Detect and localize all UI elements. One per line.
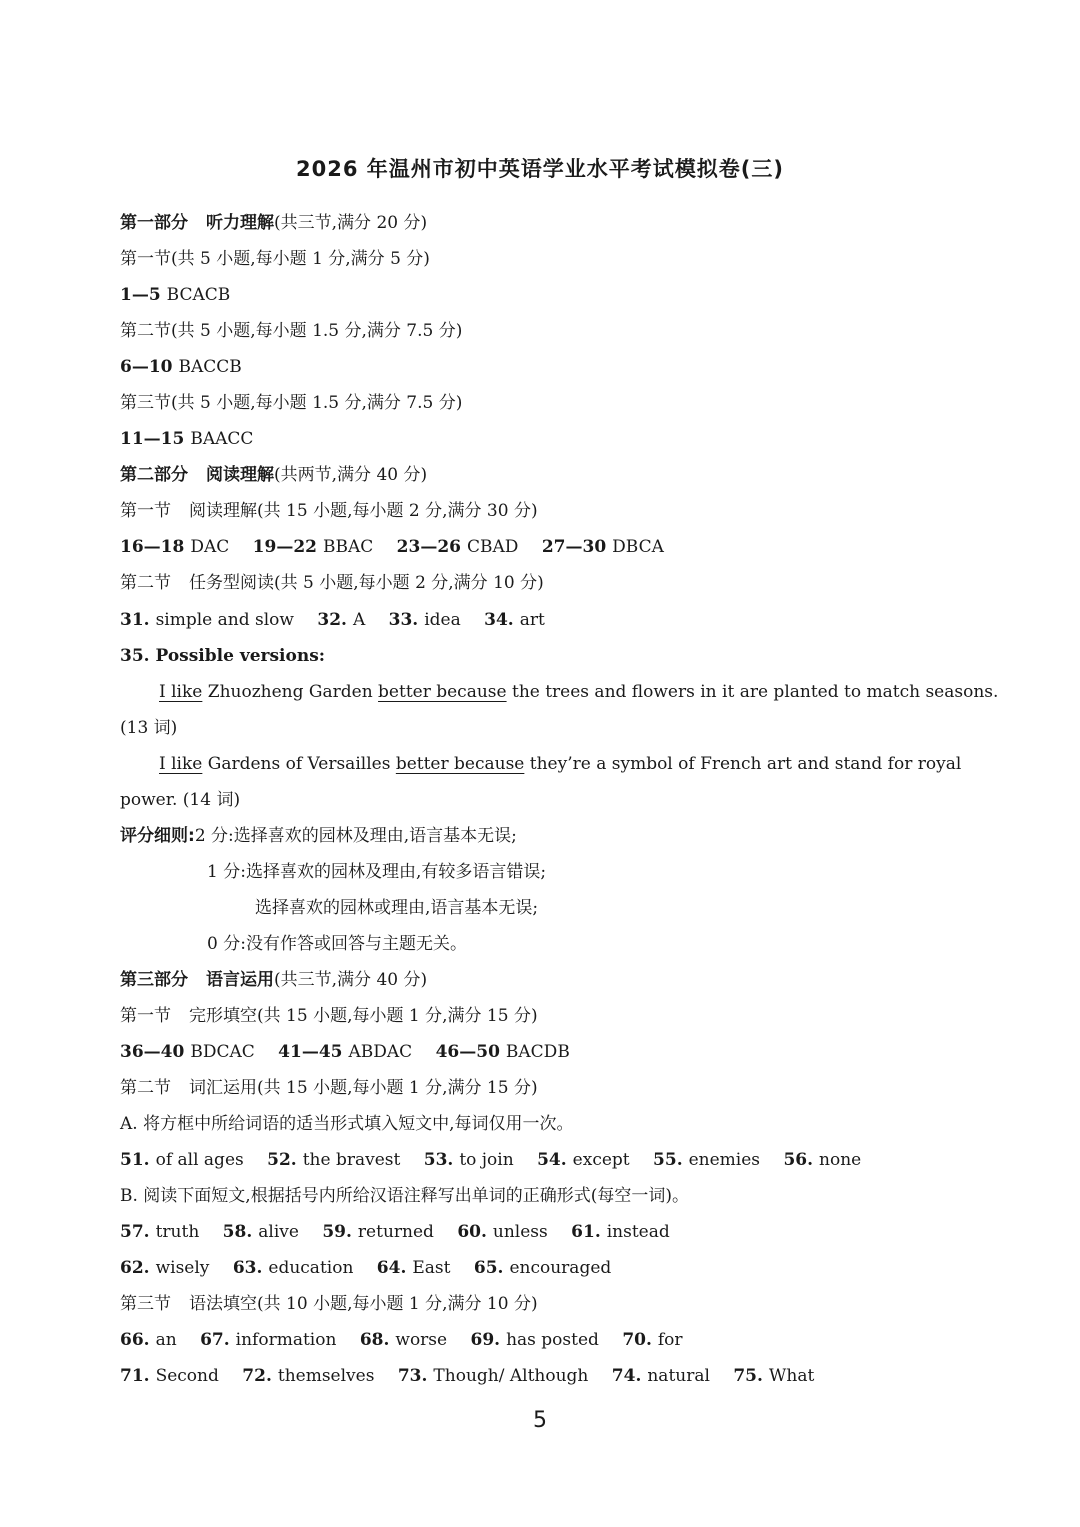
answer-range: 19—22 <box>252 537 317 557</box>
answer-value: ABDAC <box>348 1042 413 1062</box>
part2-sec1-answers <box>120 535 970 559</box>
answer-value: BACDB <box>505 1042 570 1062</box>
answer-value: except <box>572 1150 630 1170</box>
answer-range: 41—45 <box>278 1042 343 1062</box>
question-number: 66. <box>120 1330 150 1350</box>
text-run: Zhuozheng Garden <box>202 682 379 702</box>
section-label: 第一节 <box>120 1006 171 1026</box>
question-number: 67. <box>200 1330 230 1350</box>
question-number: 65. <box>473 1258 504 1278</box>
part3-sec3-label <box>120 1292 970 1316</box>
answer-value: education <box>268 1258 354 1278</box>
section-label: 第二节 <box>120 573 171 593</box>
question-number: 72. <box>242 1366 272 1386</box>
answer-range: 36—40 <box>120 1042 185 1062</box>
answer-value: unless <box>492 1222 548 1242</box>
answer-value: What <box>768 1366 815 1386</box>
answer-value: natural <box>647 1366 710 1386</box>
answer-value: none <box>819 1150 862 1170</box>
part2-heading <box>120 463 970 487</box>
question-number: 56. <box>783 1150 814 1170</box>
text-run: the trees and flowers in it are planted to match seasons. <box>506 682 999 702</box>
answer-value: BDCAC <box>190 1042 255 1062</box>
answer-value: themselves <box>277 1366 375 1386</box>
question-number: 57. <box>120 1222 150 1242</box>
question-number: 31. <box>120 610 150 630</box>
section-name: 词汇运用(共 15 小题,每小题 1 分,满分 15 分) <box>189 1078 538 1098</box>
part1-sec2-label: 第二节(共 5 小题,每小题 1.5 分,满分 7.5 分) <box>120 321 463 341</box>
answer-value: BCACB <box>166 285 231 305</box>
part3-sec2-a-answers <box>120 1148 970 1172</box>
q35-version-1 <box>159 680 999 704</box>
part3-name: 语言运用 <box>206 970 274 990</box>
part2-sec2-label <box>120 571 970 595</box>
answer-value: Though/ Although <box>433 1366 589 1386</box>
answer-value: simple and slow <box>155 610 294 630</box>
part1-heading <box>120 211 970 235</box>
part3-heading <box>120 968 970 992</box>
answer-range: 6—10 <box>120 357 173 377</box>
answer-value: information <box>235 1330 337 1350</box>
answer-value: idea <box>424 610 461 630</box>
part3-sec2-a-instruction: A. 将方框中所给词语的适当形式填入短文中,每词仅用一次。 <box>120 1114 574 1134</box>
part1-sec3-answers <box>120 427 970 451</box>
part1-label: 第一部分 <box>120 213 188 233</box>
question-number: 74. <box>611 1366 642 1386</box>
part3-sec2-label <box>120 1076 970 1100</box>
answer-value: wisely <box>155 1258 210 1278</box>
answer-value: truth <box>155 1222 200 1242</box>
question-number: 61. <box>571 1222 601 1242</box>
answer-value: BAACC <box>190 429 254 449</box>
section-label: 第三节 <box>120 1294 171 1314</box>
rubric-line-1 <box>120 824 970 848</box>
part3-sec1-answers <box>120 1040 970 1064</box>
part3-label: 第三部分 <box>120 970 188 990</box>
answer-value: for <box>657 1330 683 1350</box>
part3-sec1-label <box>120 1004 970 1028</box>
text-run: Gardens of Versailles <box>202 754 396 774</box>
part2-name: 阅读理解 <box>206 465 274 485</box>
answer-value: returned <box>357 1222 434 1242</box>
question-number: 52. <box>267 1150 297 1170</box>
question-number: 68. <box>359 1330 390 1350</box>
section-name: 完形填空(共 15 小题,每小题 1 分,满分 15 分) <box>189 1006 538 1026</box>
question-number: 71. <box>120 1366 150 1386</box>
underlined-phrase: better because <box>395 754 525 774</box>
question-number: 51. <box>120 1150 150 1170</box>
part2-note: (共两节,满分 40 分) <box>274 465 428 485</box>
rubric-line-3: 选择喜欢的园林或理由,语言基本无误; <box>255 898 539 918</box>
part1-name: 听力理解 <box>206 213 274 233</box>
answer-value: to join <box>459 1150 514 1170</box>
section-name: 阅读理解(共 15 小题,每小题 2 分,满分 30 分) <box>189 501 538 521</box>
answer-value: CBAD <box>467 537 519 557</box>
part3-sec2-b-instruction: B. 阅读下面短文,根据括号内所给汉语注释写出单词的正确形式(每空一词)。 <box>120 1186 689 1206</box>
answer-value: East <box>412 1258 451 1278</box>
answer-range: 46—50 <box>435 1042 500 1062</box>
question-number: 53. <box>423 1150 454 1170</box>
answer-range: 1—5 <box>120 285 161 305</box>
answer-value: enemies <box>688 1150 761 1170</box>
part1-sec1-label: 第一节(共 5 小题,每小题 1 分,满分 5 分) <box>120 249 430 269</box>
part3-note: (共三节,满分 40 分) <box>274 970 428 990</box>
q35-version-2 <box>159 752 969 776</box>
rubric-line-2: 1 分:选择喜欢的园林及理由,有较多语言错误; <box>207 862 547 882</box>
q35-label: 35. Possible versions: <box>120 646 326 666</box>
page-title: 2026 年温州市初中英语学业水平考试模拟卷(三) <box>296 157 784 181</box>
answer-value: BACCB <box>178 357 242 377</box>
part3-sec2-b-answers-1 <box>120 1220 970 1244</box>
text-run: they’re a symbol of French art and stand for royal <box>524 754 962 774</box>
question-number: 75. <box>733 1366 763 1386</box>
question-number: 73. <box>397 1366 428 1386</box>
answer-value: the bravest <box>302 1150 401 1170</box>
part1-sec2-answers <box>120 355 970 379</box>
underlined-phrase: I like <box>159 754 203 774</box>
page-number: 5 <box>533 1408 547 1433</box>
part2-sec2-answers <box>120 608 970 632</box>
question-number: 33. <box>388 610 419 630</box>
part2-sec1-label <box>120 499 970 523</box>
rubric-text: 2 分:选择喜欢的园林及理由,语言基本无误; <box>194 826 517 846</box>
part1-note: (共三节,满分 20 分) <box>274 213 428 233</box>
rubric-label: 评分细则: <box>120 826 195 846</box>
part1-sec1-answers <box>120 283 970 307</box>
answer-value: BBAC <box>322 537 374 557</box>
question-number: 69. <box>470 1330 501 1350</box>
section-name: 任务型阅读(共 5 小题,每小题 2 分,满分 10 分) <box>189 573 544 593</box>
answer-value: Second <box>155 1366 219 1386</box>
answer-value: A <box>352 610 366 630</box>
part3-sec3-answers-1 <box>120 1328 970 1352</box>
question-number: 70. <box>622 1330 652 1350</box>
answer-range: 27—30 <box>541 537 607 557</box>
part3-sec3-answers-2 <box>120 1364 970 1388</box>
question-number: 64. <box>376 1258 407 1278</box>
question-number: 54. <box>537 1150 567 1170</box>
part2-label: 第二部分 <box>120 465 188 485</box>
answer-value: DAC <box>190 537 230 557</box>
rubric-line-4: 0 分:没有作答或回答与主题无关。 <box>207 934 467 954</box>
part3-sec2-b-answers-2 <box>120 1256 970 1280</box>
question-number: 55. <box>653 1150 683 1170</box>
question-number: 58. <box>222 1222 253 1242</box>
answer-value: an <box>155 1330 177 1350</box>
question-number: 60. <box>457 1222 487 1242</box>
question-number: 59. <box>322 1222 352 1242</box>
answer-value: alive <box>258 1222 299 1242</box>
part1-sec3-label: 第三节(共 5 小题,每小题 1.5 分,满分 7.5 分) <box>120 393 463 413</box>
answer-range: 16—18 <box>120 537 185 557</box>
section-label: 第二节 <box>120 1078 171 1098</box>
underlined-phrase: I like <box>159 682 203 702</box>
answer-value: has posted <box>506 1330 599 1350</box>
answer-value: DBCA <box>612 537 664 557</box>
answer-value: art <box>519 610 545 630</box>
section-name: 语法填空(共 10 小题,每小题 1 分,满分 10 分) <box>189 1294 538 1314</box>
section-label: 第一节 <box>120 501 171 521</box>
answer-value: of all ages <box>155 1150 244 1170</box>
answer-value: worse <box>395 1330 448 1350</box>
q35-version-1-count: (13 词) <box>120 718 178 738</box>
underlined-phrase: better because <box>378 682 507 702</box>
question-number: 63. <box>232 1258 263 1278</box>
question-number: 34. <box>484 610 514 630</box>
q35-version-2-tail: power. (14 词) <box>120 790 241 810</box>
answer-value: instead <box>606 1222 670 1242</box>
answer-range: 11—15 <box>120 429 185 449</box>
question-number: 32. <box>317 610 347 630</box>
question-number: 62. <box>120 1258 150 1278</box>
answer-range: 23—26 <box>396 537 461 557</box>
answer-value: encouraged <box>509 1258 612 1278</box>
